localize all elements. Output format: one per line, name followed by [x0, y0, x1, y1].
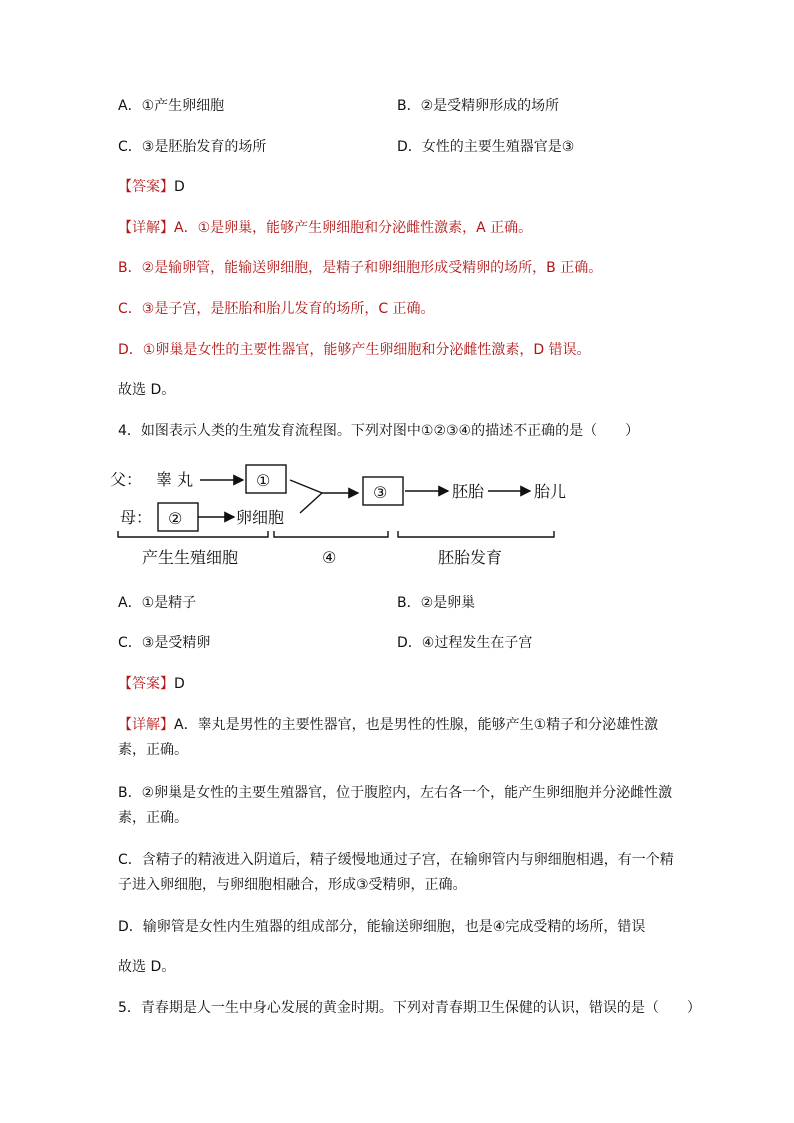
- q3-option-b: B．②是受精卵形成的场所: [397, 98, 560, 114]
- father-label: 父：: [110, 470, 143, 489]
- answer-label: 【答案】: [118, 676, 174, 692]
- bracket-1-label: 产生生殖细胞: [142, 548, 239, 567]
- q4-option-b: B．②是卵巢: [397, 595, 476, 611]
- q4-option-a: A．①是精子: [118, 595, 197, 611]
- bracket-2-label: ④: [322, 548, 337, 567]
- detail-text: A．睾丸是男性的主要性器官，也是男性的性腺，能够产生①精子和分泌雄性激素，正确。: [118, 717, 659, 758]
- bracket-3: [398, 531, 554, 537]
- q3-detail-b: B．②是输卵管，能输送卵细胞，是精子和卵细胞形成受精卵的场所，B 正确。: [118, 260, 603, 276]
- q4-detail-a: [118, 713, 678, 763]
- q3-detail-d: D．①卵巢是女性的主要性器官，能够产生卵细胞和分泌雌性激素，D 错误。: [118, 342, 591, 358]
- q4-option-d: D．④过程发生在子宫: [397, 635, 533, 651]
- answer-value: D: [174, 179, 185, 195]
- q3-option-a: A．①产生卵细胞: [118, 98, 225, 114]
- detail-label: 【详解】: [118, 717, 174, 733]
- bracket-3-label: 胚胎发育: [438, 548, 503, 567]
- q4-stem: 4．如图表示人类的生殖发育流程图。下列对图中①②③④的描述不正确的是（ ）: [118, 423, 640, 439]
- detail-text: A．①是卵巢，能够产生卵细胞和分泌雌性激素，A 正确。: [174, 220, 533, 236]
- q4-conclusion: 故选 D。: [118, 959, 176, 975]
- egg-label: 卵细胞: [236, 508, 285, 527]
- q4-answer: [118, 674, 185, 694]
- q3-option-d: D．女性的主要生殖器官是③: [397, 139, 575, 155]
- q4-option-c: C．③是受精卵: [118, 635, 211, 651]
- answer-value: D: [174, 676, 185, 692]
- q4-detail-b: B．②卵巢是女性的主要生殖器官，位于腹腔内，左右各一个，能产生卵细胞并分泌雌性激素，正确。: [118, 785, 673, 826]
- detail-label: 【详解】: [118, 220, 174, 236]
- q5-stem: 5．青春期是人一生中身心发展的黄金时期。下列对青春期卫生保健的认识，错误的是（ ）: [118, 1000, 701, 1016]
- q3-conclusion: 故选 D。: [118, 382, 176, 398]
- bracket-1: [118, 531, 268, 537]
- q3-option-c: C．③是胚胎发育的场所: [118, 139, 267, 155]
- bracket-2: [274, 531, 388, 537]
- testis-label: 睾 丸: [156, 470, 194, 489]
- q3-answer: [118, 177, 185, 197]
- fetus-label: 胎儿: [534, 482, 567, 501]
- mother-label: 母：: [120, 508, 153, 527]
- q4-detail-d: D．输卵管是女性内生殖器的组成部分，能输送卵细胞，也是④完成受精的场所，错误: [118, 919, 646, 935]
- box-3-label: ③: [373, 483, 388, 502]
- box-1-label: ①: [256, 471, 271, 490]
- box-2-label: ②: [168, 509, 183, 528]
- reproduction-flow-diagram: [108, 455, 588, 575]
- embryo-label: 胚胎: [452, 482, 485, 501]
- q3-detail-c: C．③是子宫，是胚胎和胎儿发育的场所，C 正确。: [118, 301, 435, 317]
- merge-chevron: [290, 480, 322, 513]
- q4-detail-c: C．含精子的精液进入阴道后，精子缓慢地通过子宫，在输卵管内与卵细胞相遇，有一个精子进入卵细胞，与卵细胞相融合，形成③受精卵，正确。: [118, 852, 674, 893]
- q3-detail-a: [118, 218, 532, 238]
- answer-label: 【答案】: [118, 179, 174, 195]
